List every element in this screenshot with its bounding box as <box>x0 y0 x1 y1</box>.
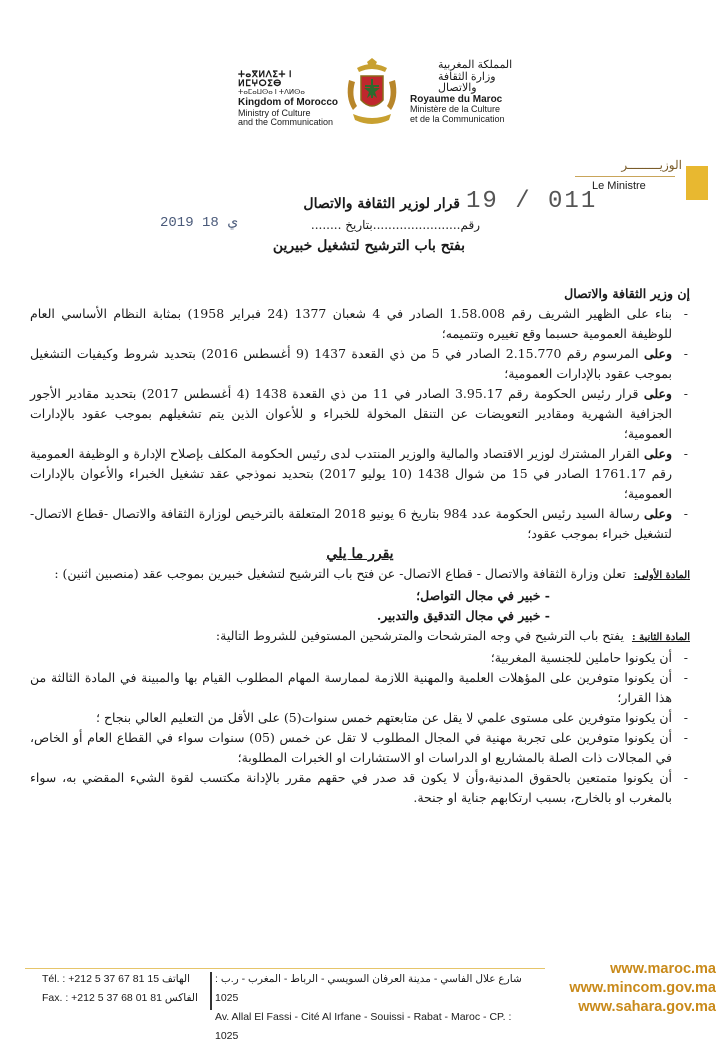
footer-address-ar: شارع علال الفاسي - مدينة العرفان السويسي - الرباط - المغرب - ر.ب : 1025 <box>215 973 522 1004</box>
visa-text: رسالة السيد رئيس الحكومة عدد 984 بتاريخ 6 يونيو 2018 المتعلقة بالترخيص لوزارة الثقافة والاتصال -قطاع الاتصال- لتشغيل خبراء بموجب عقود؛ <box>30 506 672 541</box>
coat-of-arms-emblem-icon <box>343 58 401 130</box>
visa-text: المرسوم رقم 2.15.770 الصادر في 5 من ذي القعدة 1437 (9 أغسطس 2016) بتحديد شروط وكيفيات التشغيل بموجب عقود بالإدارات العمومية؛ <box>30 346 672 381</box>
footer-address <box>215 970 525 1046</box>
footer-websites <box>540 960 716 1017</box>
condition-item: - أن يكونوا متوفرين على تجربة مهنية في المجال المطلوب لا تقل عن خمس (05) سنوات سواء في القطاع العام أو الخاص، في المجالات ذات الصلة بالمشاريع او الدراسات او الاستشارات او الخبرات المطلوبة؛ <box>30 728 690 768</box>
header-kingdom-ar: المملكة المغربية <box>438 59 513 71</box>
visa-lead: وعلى <box>643 506 673 521</box>
footer-separator <box>210 972 212 1010</box>
article-2-text: يفتح باب الترشيح في وجه المترشحات والمترشحين المستوفين للشروط التالية: <box>215 628 624 643</box>
article-1 <box>30 564 690 586</box>
condition-item: - أن يكونوا حاملين للجنسية المغربية؛ <box>30 648 690 668</box>
visa-lead: وعلى <box>643 386 672 401</box>
decision-title: قرار لوزير الثقافة والاتصال <box>303 196 460 212</box>
decision-ref-number: 19 / 011 <box>466 188 598 215</box>
header-ministry-fr-1: Ministère de la Culture <box>410 104 501 115</box>
minister-label-fr: Le Ministre <box>592 180 646 192</box>
header-ministry-en-2: and the Communication <box>238 117 334 128</box>
visa-text: بناء على الظهير الشريف رقم 1.58.008 الصادر في 4 شعبان 1377 (24 فبراير 1958) بمثابة النظام الأساسي العام للوظيفة العمومية حسبما وقع تغييره وتتميمه؛ <box>30 306 672 341</box>
header-kingdom-fr: Royaume du Maroc <box>410 93 503 105</box>
decides-heading: يقرر ما يلي <box>326 546 394 562</box>
footer-contact <box>42 970 198 1008</box>
footer-divider <box>25 968 545 969</box>
footer-fax-ar: الفاكس <box>164 992 198 1004</box>
visa-text: قرار رئيس الحكومة رقم 3.95.17 الصادر في 11 من ذي القعدة 1438 (4 أغسطس 2017) بتحديد مقادير الأجور الجزافية الشهرية ومقادير التعويضات عن التنقل المخولة للخبراء و للأعوان الذين يتم تشغيلهم بموجب عقود بالإدارات العمومية؛ <box>30 386 672 441</box>
condition-item: - أن يكونوا متوفرين على المؤهلات العلمية والمهنية اللازمة لممارسة المهام المطلوب القيام بها والمبينة في المادة الثالثة من هذا القرار؛ <box>30 668 690 708</box>
post-item: - خبير في مجال التواصل؛ <box>416 588 550 603</box>
intro-line: إن وزير الثقافة والاتصال <box>564 286 690 301</box>
visa-item <box>30 344 690 384</box>
footer-tel-ar: الهاتف <box>161 973 190 985</box>
website-link[interactable]: www.mincom.gov.ma <box>569 980 716 996</box>
decision-body <box>30 284 690 808</box>
visa-lead: وعلى <box>643 446 672 461</box>
article-1-text: تعلن وزارة الثقافة والاتصال - قطاع الاتصال- عن فتح باب الترشيح لتشغيل خبيرين بموجب عقد (منصبين اثنين) : <box>54 566 626 581</box>
header-kingdom-en: Kingdom of Morocco <box>238 97 338 109</box>
post-item: - خبير في مجال التدقيق والتدبير. <box>376 608 550 623</box>
decision-ref-line: رقم.......................بتاريخ ........ <box>310 218 480 232</box>
header-ministry-fr-2: et de la Communication <box>410 113 505 124</box>
article-1-label: المادة الأولى: <box>633 570 690 581</box>
decision-subject: بفتح باب الترشيح لتشغيل خبيرين <box>272 238 465 254</box>
header-tifinagh-1: ⵜⴰⴳⵍⴷⵉⵜ ⵏ ⵍⵎⵖⵔⵉⴱ <box>238 69 293 89</box>
website-link[interactable]: www.maroc.ma <box>610 961 716 977</box>
condition-item: - أن يكونوا متوفرين على مستوى علمي لا يقل عن متابعتهم خمس سنوات(5) على الأقل من التعليم العالي بنجاح ؛ <box>30 708 690 728</box>
footer-fax: Fax. : +212 5 37 68 01 81 <box>42 992 162 1004</box>
visa-item <box>30 504 690 544</box>
header-ministry-ar: وزارة الثقافة والاتصال <box>438 70 496 95</box>
footer-address-fr: Av. Allal El Fassi - Cité Al Irfane - Souissi - Rabat - Maroc - CP. : 1025 <box>215 1011 512 1042</box>
header-tifinagh-2: ⵜⴰⵎⴰⵡⵙⴰ ⵏ ⵜⴷⵍⵙⴰ <box>238 88 305 96</box>
gold-accent-bar <box>686 166 708 200</box>
minister-divider <box>575 176 675 177</box>
visa-lead: وعلى <box>643 346 672 361</box>
article-2 <box>30 626 690 648</box>
footer-tel: Tél. : +212 5 37 67 81 15 <box>42 973 160 985</box>
posts-list <box>30 586 690 626</box>
header-english-block <box>238 70 338 128</box>
visa-item <box>30 304 690 344</box>
header-french-block <box>410 60 535 124</box>
article-2-label: المادة الثانية : <box>631 632 690 643</box>
visa-item <box>30 384 690 444</box>
header-ministry-en-1: Ministry of Culture <box>238 107 311 118</box>
visa-text: القرار المشترك لوزير الاقتصاد والمالية والوزير المنتدب لدى رئيس الحكومة المكلف بإصلاح الإدارة و الوظيفة العمومية رقم 1761.17 الصادر في 15 من شوال 1438 (10 يوليو 2017) بتحديد نموذجي عقد تشغيل الخبراء والأعوان بالإدارات العمومية؛ <box>30 446 672 501</box>
visa-item <box>30 444 690 504</box>
website-link[interactable]: www.sahara.gov.ma <box>578 999 716 1015</box>
stamp-date: 2019 ي 18 <box>160 215 239 231</box>
condition-item: - أن يكونوا متمتعين بالحقوق المدنية،وأن لا يكون قد صدر في حقهم مقرر بالإدانة مكتسب لقوة الشيء المقضي به، سواء بالمغرب او بالخارج، بسبب ارتكابهم جناية او جنحة. <box>30 768 690 808</box>
minister-label-ar: الوزيـــــــــر <box>621 158 682 172</box>
